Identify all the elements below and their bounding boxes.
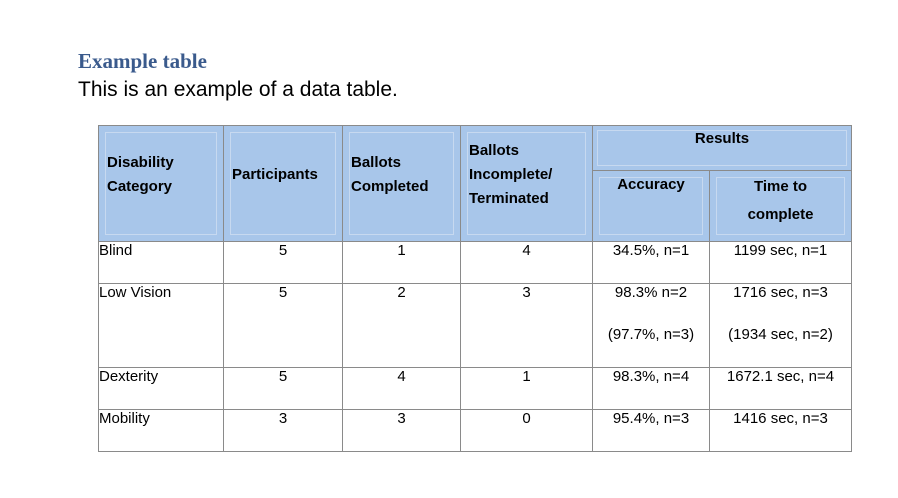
- cell-accuracy: [593, 410, 710, 452]
- cell-category: Low Vision: [99, 284, 224, 368]
- header-ballots-incomplete: [461, 126, 593, 242]
- cell-category: Dexterity: [99, 368, 224, 410]
- accuracy-value: 95.4%, n=3: [612, 410, 690, 427]
- cell-ballots-completed: 1: [343, 242, 461, 284]
- time-value: 1716 sec, n=3: [733, 284, 828, 301]
- header-disability-category-label: Disability Category: [107, 154, 174, 195]
- header-ballots-completed-label: Ballots Completed: [351, 154, 429, 195]
- cell-participants: 5: [224, 368, 343, 410]
- time-value: 1672.1 sec, n=4: [726, 368, 835, 385]
- header-participants: [224, 126, 343, 242]
- cell-ballots-completed: 3: [343, 410, 461, 452]
- cell-time-to-complete: [710, 368, 852, 410]
- time-alt-value: (1934 sec, n=2): [728, 326, 833, 343]
- header-participants-label: Participants: [232, 166, 318, 183]
- header-disability-category: [99, 126, 224, 242]
- table-row: [99, 284, 852, 368]
- cell-participants: 5: [224, 242, 343, 284]
- cell-category: Mobility: [99, 410, 224, 452]
- header-time-to-complete: [710, 171, 852, 242]
- cell-ballots-incomplete: 1: [461, 368, 593, 410]
- header-accuracy-label: Accuracy: [617, 176, 685, 193]
- header-time-to-complete-label: Time to complete: [747, 178, 814, 223]
- table-row: [99, 410, 852, 452]
- cell-accuracy: [593, 368, 710, 410]
- accuracy-value: 98.3% n=2: [614, 284, 688, 301]
- cell-accuracy: [593, 242, 710, 284]
- header-results: [593, 126, 852, 171]
- cell-time-to-complete: [710, 410, 852, 452]
- cell-ballots-incomplete: 4: [461, 242, 593, 284]
- time-value: 1416 sec, n=3: [733, 410, 828, 427]
- cell-accuracy: [593, 284, 710, 368]
- accuracy-value: 34.5%, n=1: [612, 242, 690, 259]
- document-heading: Example table: [78, 49, 207, 73]
- header-ballots-incomplete-label: Ballots Incomplete/ Terminated: [469, 142, 553, 207]
- cell-participants: 3: [224, 410, 343, 452]
- accuracy-alt-value: (97.7%, n=3): [607, 326, 695, 343]
- header-ballots-completed: [343, 126, 461, 242]
- data-table: [98, 125, 852, 452]
- table-row: [99, 368, 852, 410]
- accuracy-value: 98.3%, n=4: [612, 368, 690, 385]
- cell-ballots-completed: 2: [343, 284, 461, 368]
- table-row: [99, 242, 852, 284]
- cell-participants: 5: [224, 284, 343, 368]
- time-value: 1199 sec, n=1: [733, 242, 828, 259]
- document-subtitle: This is an example of a data table.: [78, 78, 398, 101]
- cell-ballots-completed: 4: [343, 368, 461, 410]
- cell-time-to-complete: [710, 242, 852, 284]
- cell-ballots-incomplete: 0: [461, 410, 593, 452]
- header-accuracy: [593, 171, 710, 242]
- cell-ballots-incomplete: 3: [461, 284, 593, 368]
- cell-category: Blind: [99, 242, 224, 284]
- cell-time-to-complete: [710, 284, 852, 368]
- header-results-label: Results: [694, 130, 750, 147]
